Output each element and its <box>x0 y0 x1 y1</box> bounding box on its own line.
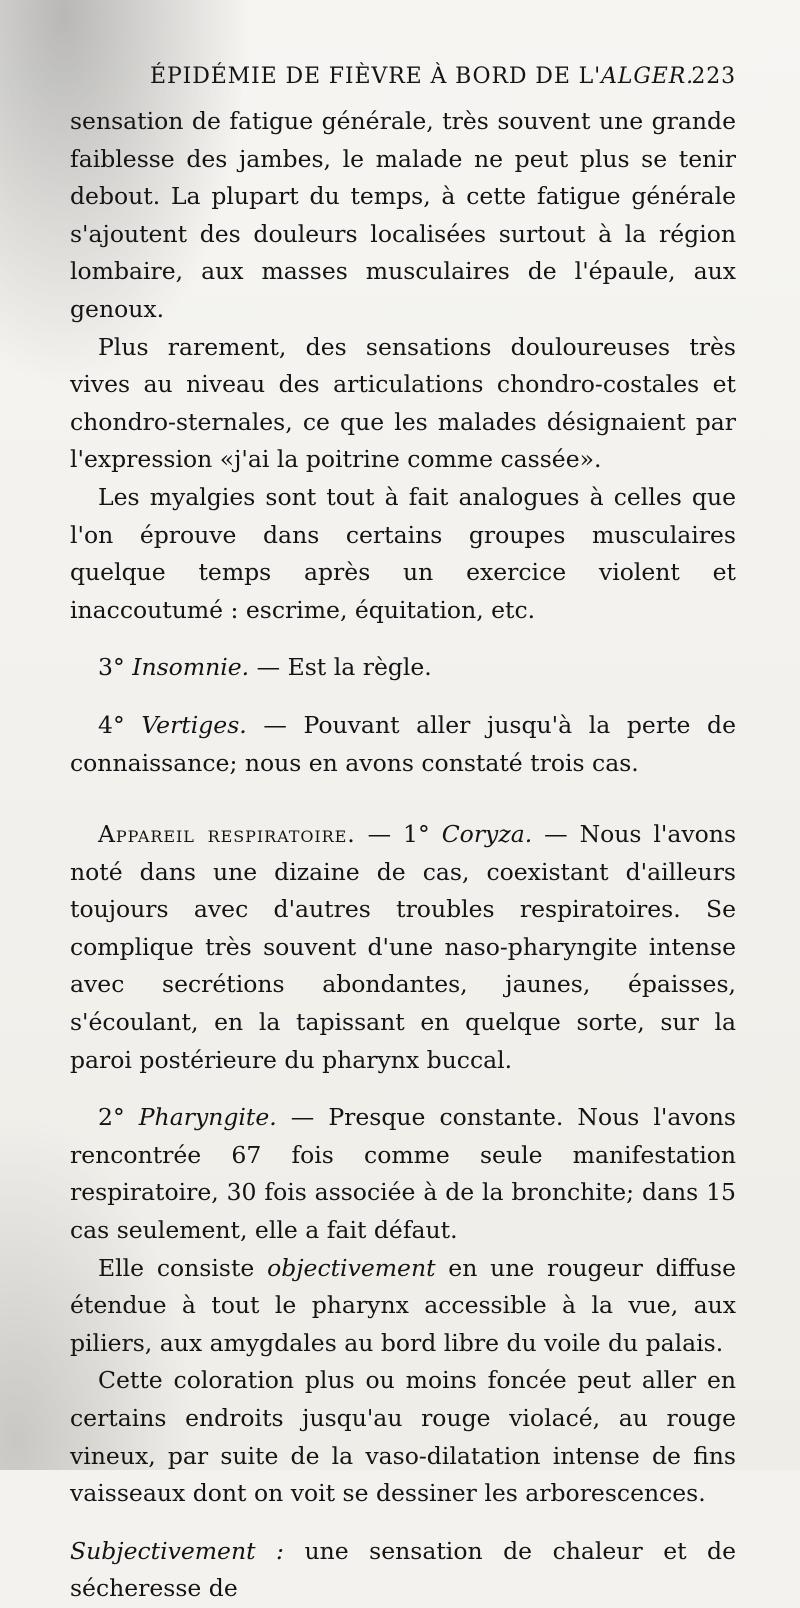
term-coryza: Coryza. <box>441 820 533 849</box>
paragraph-text: — Pouvant aller jusqu'à la perte de connaissance; nous en avons constaté trois cas. <box>70 710 736 777</box>
running-title-ship: ALGER. <box>601 64 695 89</box>
running-title <box>150 64 694 89</box>
term-insomnie: Insomnie. <box>132 653 250 682</box>
paragraph-text: Elle consiste <box>98 1253 268 1282</box>
paragraph-text: — Presque constante. Nous l'avons rencontrée 67 fois comme seule manifestation respiratoire, 30 fois associée à de la bronchite; dans 15 cas seulement, elle a fait défaut. <box>70 1103 736 1245</box>
paragraph-vertiges <box>70 707 736 782</box>
paragraph-pharyngite <box>70 1099 736 1249</box>
paragraph-coloration: Cette coloration plus ou moins foncée peut aller en certains endroits jusqu'au rouge violacé, au rouge vineux, par suite de la vaso-dilatation intense de fins vaisseaux dont on voit se dessiner les arborescences. <box>70 1366 736 1508</box>
term-vertiges: Vertiges. <box>141 710 247 739</box>
paragraph-myalgies: Les myalgies sont tout à fait analogues à celles que l'on éprouve dans certains groupes musculaires quelque temps après un exercice violent et inaccoutumé : escrime, équitation, etc. <box>70 482 736 624</box>
term-pharyngite: Pharyngite. <box>138 1103 277 1132</box>
page-number: 223 <box>691 64 736 89</box>
paragraph-text: une sensation de chaleur et de sécheresse de <box>70 1536 737 1603</box>
paragraph-text: en une rougeur diffuse étendue à tout le pharynx accessible à la vue, aux piliers, aux amygdales au bord libre du voile du palais. <box>70 1253 737 1357</box>
paragraph-insomnie <box>70 649 736 687</box>
section-heading-appareil-respiratoire: Appareil respiratoire. <box>98 820 356 849</box>
running-title-prefix: ÉPIDÉMIE DE FIÈVRE À BORD DE L' <box>150 64 602 89</box>
paragraph-fatigue: sensation de fatigue générale, très souvent une grande faiblesse des jambes, le malade ne peut plus se tenir debout. La plupart du temps, à cette fatigue générale s'ajoutent des douleurs localisées surtout à la région lombaire, aux masses musculaires de l'épaule, aux genoux. <box>70 107 736 323</box>
paragraph-text: — Est la règle. <box>249 653 432 682</box>
paragraph-subjectivement <box>70 1533 736 1608</box>
page-body <box>70 103 736 1608</box>
running-header <box>70 58 736 98</box>
item-number: — 1° <box>355 820 442 849</box>
paragraph-text: — Nous l'avons noté dans une dizaine de cas, coexistant d'ailleurs toujours avec d'autres troubles respiratoires. Se complique très souvent d'une naso-pharyngite intense avec secrétions abondantes, jaunes, épaisses, s'écoulant, en la tapissant en quelque sorte, sur la paroi postérieure du pharynx buccal. <box>70 820 737 1074</box>
item-number: 4° <box>98 710 125 739</box>
term-subjectivement: Subjectivement : <box>70 1536 284 1565</box>
item-number: 2° <box>98 1103 125 1132</box>
paragraph-objectivement <box>70 1250 736 1363</box>
item-number: 3° <box>98 653 125 682</box>
paragraph-coryza <box>70 816 736 1079</box>
term-objectivement: objectivement <box>267 1253 436 1282</box>
paragraph-sensations: Plus rarement, des sensations douloureuses très vives au niveau des articulations chondro-costales et chondro-sternales, ce que les malades désignaient par l'expression «j'ai la poitrine comme cassée». <box>70 332 736 474</box>
